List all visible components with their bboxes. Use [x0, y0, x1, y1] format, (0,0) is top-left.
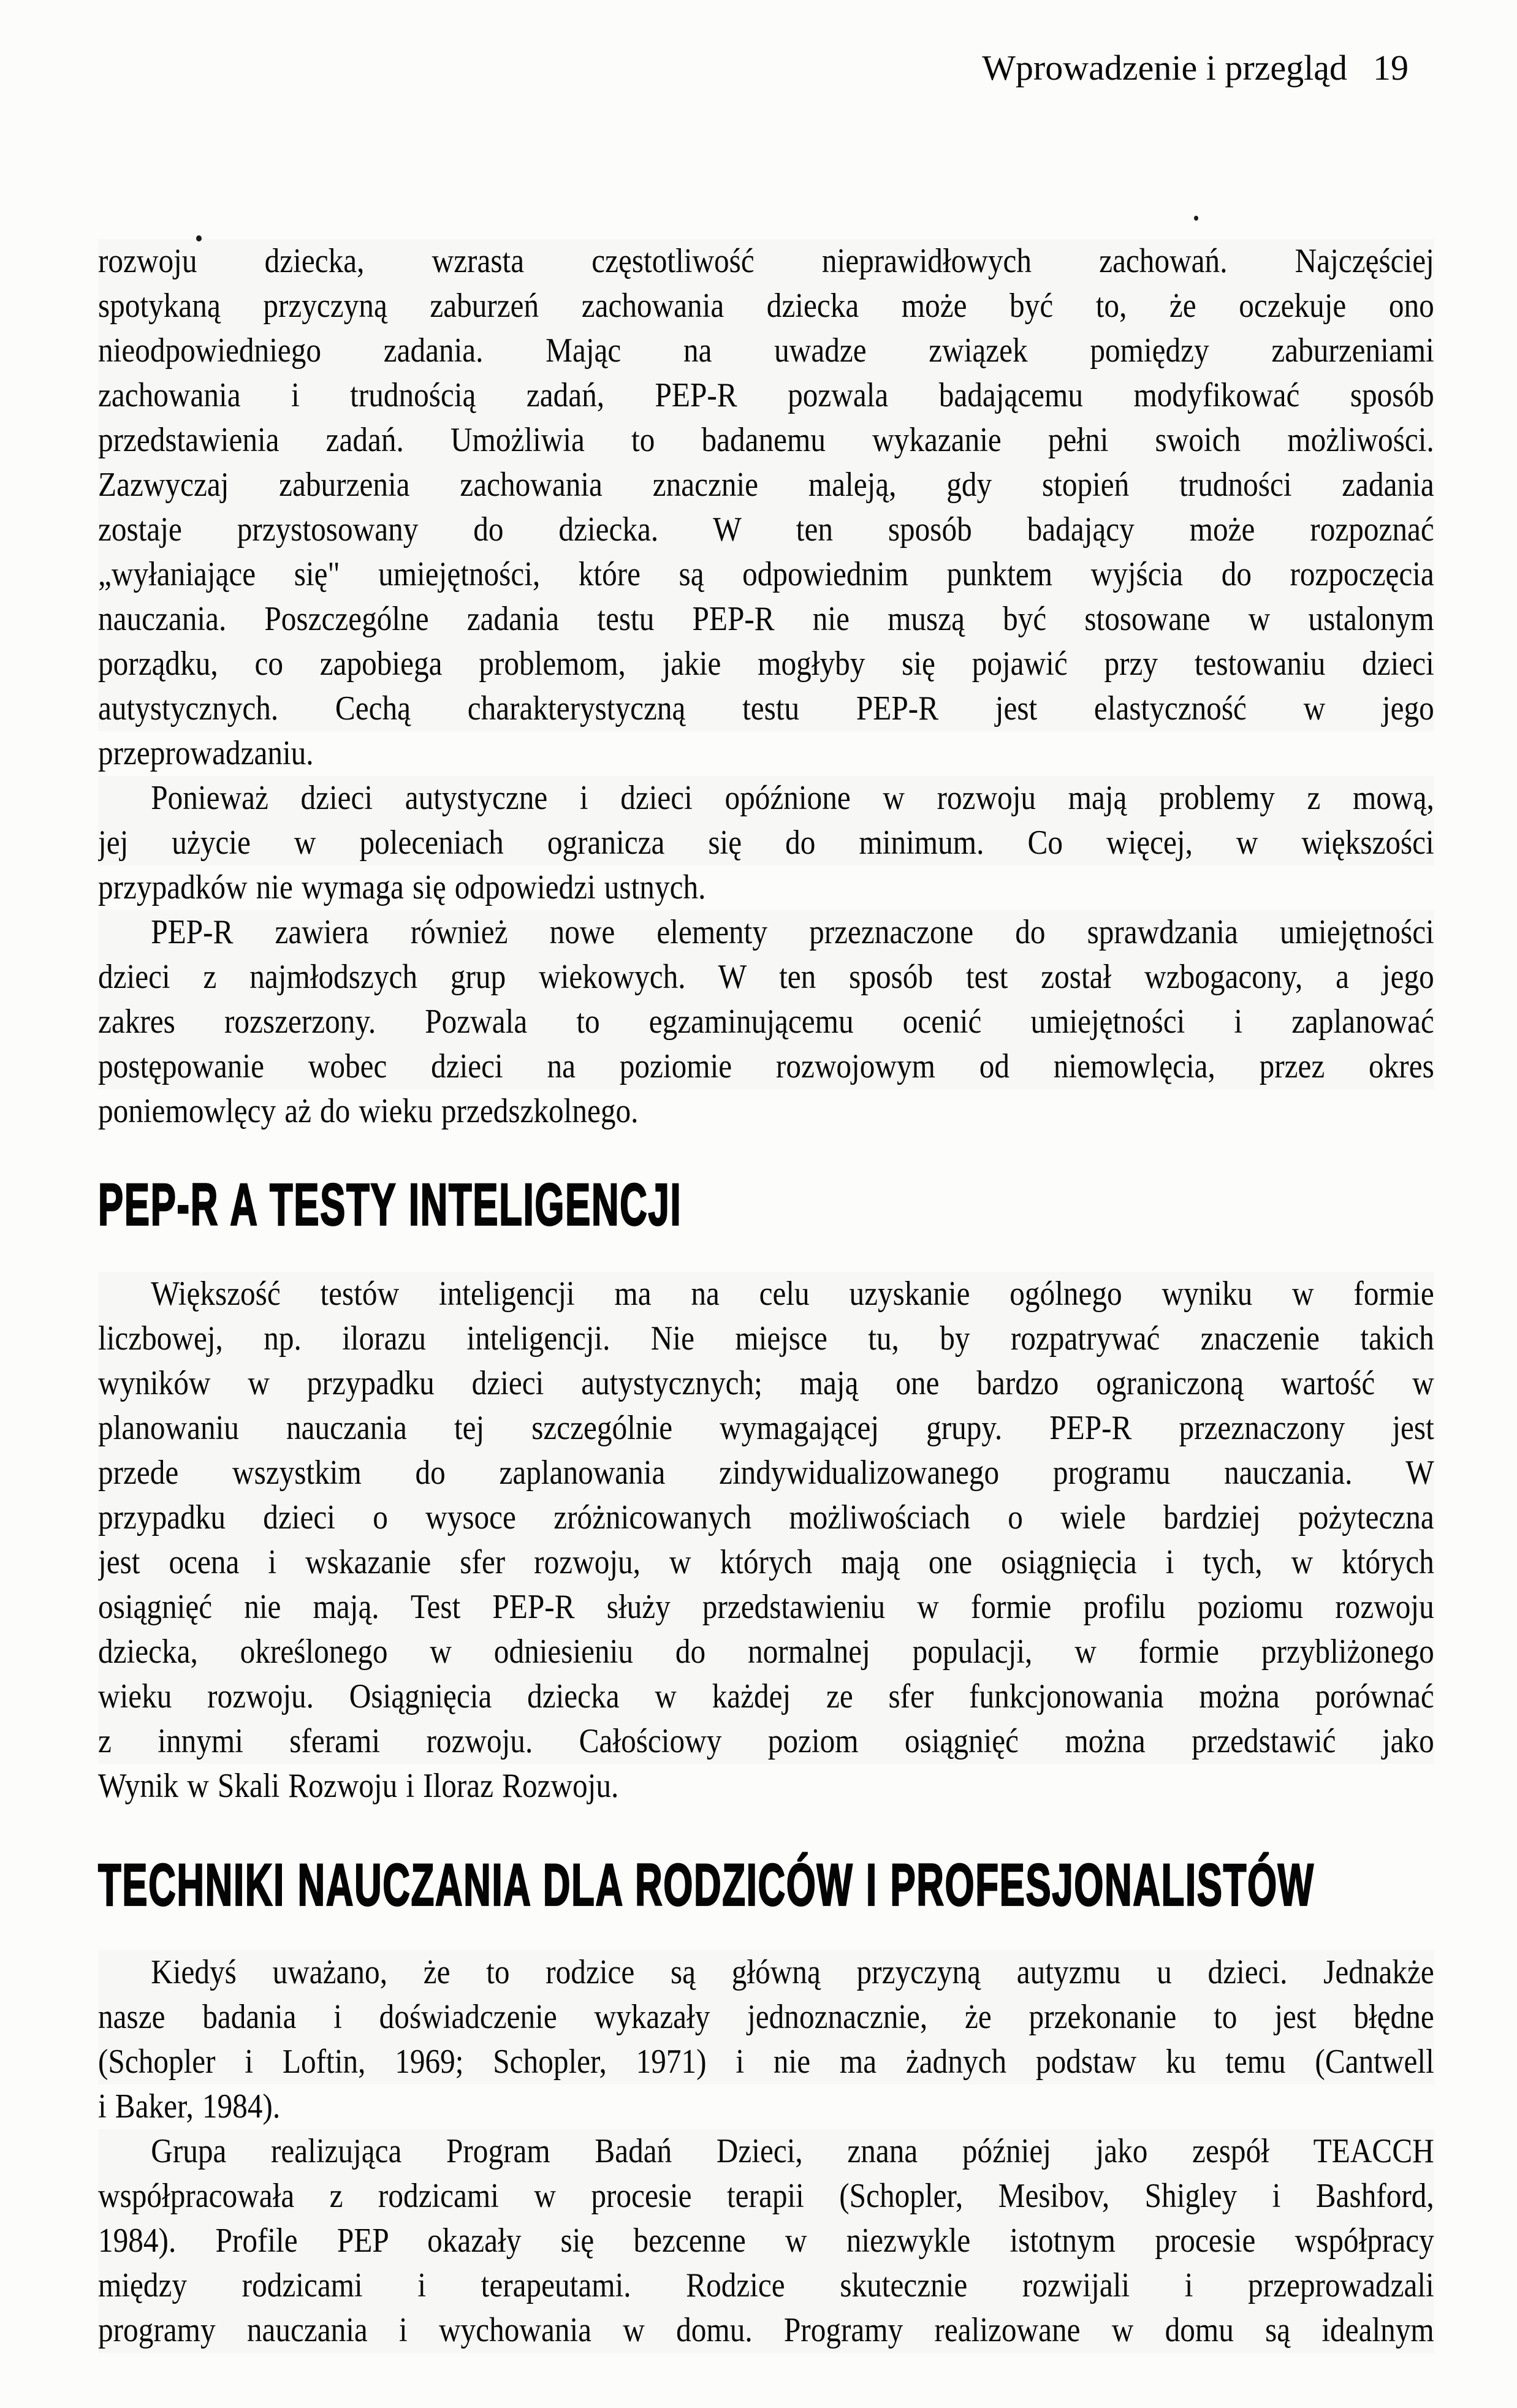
text-line: Wynik w Skali Rozwoju i Iloraz Rozwoju. [98, 1767, 619, 1805]
text-line: porządku, co zapobiega problemom, jakie mogłyby się pojawić przy testowaniu dzieci [98, 645, 1434, 683]
text-line: przeprowadzaniu. [98, 734, 314, 772]
text-line: Kiedyś uważano, że to rodzice są główną przyczyną autyzmu u dzieci. Jednakże [151, 1953, 1434, 1991]
text-line: nasze badania i doświadczenie wykazały jednoznacznie, że przekonanie to jest błędne [98, 1998, 1434, 2036]
text-line: programy nauczania i wychowania w domu. Programy realizowane w domu są idealnym [98, 2311, 1434, 2349]
text-line: zakres rozszerzony. Pozwala to egzaminującemu ocenić umiejętności i zaplanować [98, 1003, 1434, 1041]
page-body [98, 239, 1434, 2353]
text-line: nieodpowiedniego zadania. Mając na uwadze związek pomiędzy zaburzeniami [98, 332, 1434, 370]
paragraph [98, 239, 1434, 776]
text-line: nauczania. Poszczególne zadania testu PEP-R nie muszą być stosowane w ustalonym [98, 600, 1434, 638]
running-header-title: Wprowadzenie i przegląd [982, 48, 1347, 88]
text-line: (Schopler i Loftin, 1969; Schopler, 1971) i nie ma żadnych podstaw ku temu (Cantwell [98, 2043, 1434, 2081]
text-line: Większość testów inteligencji ma na celu uzyskanie ogólnego wyniku w formie [151, 1275, 1434, 1313]
text-line: dziecka, określonego w odniesieniu do normalnej populacji, w formie przybliżonego [98, 1633, 1434, 1671]
text-line: jest ocena i wskazanie sfer rozwoju, w których mają one osiągnięcia i tych, w których [98, 1543, 1434, 1581]
text-line: przypadku dzieci o wysoce zróżnicowanych możliwościach o wiele bardziej pożyteczna [98, 1498, 1434, 1536]
paragraph [98, 2129, 1434, 2353]
paragraph [98, 1950, 1434, 2129]
text-line: wyników w przypadku dzieci autystycznych; mają one bardzo ograniczoną wartość w [98, 1364, 1434, 1402]
text-line: liczbowej, np. ilorazu inteligencji. Nie miejsce tu, by rozpatrywać znaczenie takich [98, 1320, 1434, 1358]
text-line: i Baker, 1984). [98, 2087, 281, 2125]
text-line: z innymi sferami rozwoju. Całościowy poziom osiągnięć można przedstawić jako [98, 1722, 1434, 1760]
text-line: dzieci z najmłodszych grup wiekowych. W ten sposób test został wzbogacony, a jego [98, 958, 1434, 996]
text-line: poniemowlęcy aż do wieku przedszkolnego. [98, 1092, 639, 1130]
text-line: współpracowała z rodzicami w procesie terapii (Schopler, Mesibov, Shigley i Bashford, [98, 2177, 1434, 2215]
text-line: planowaniu nauczania tej szczególnie wymagającej grupy. PEP-R przeznaczony jest [98, 1409, 1434, 1447]
paragraph [98, 910, 1434, 1134]
paragraph [98, 1272, 1434, 1809]
text-line: osiągnięć nie mają. Test PEP-R służy przedstawieniu w formie profilu poziomu rozwoju [98, 1588, 1434, 1626]
text-line: Zazwyczaj zaburzenia zachowania znacznie maleją, gdy stopień trudności zadania [98, 466, 1434, 504]
text-line: autystycznych. Cechą charakterystyczną testu PEP-R jest elastyczność w jego [98, 689, 1434, 727]
section-heading [98, 1171, 1434, 1238]
text-line: wieku rozwoju. Osiągnięcia dziecka w każdej ze sfer funkcjonowania można porównać [98, 1677, 1434, 1715]
section-heading-text: PEP-R A TESTY INTELIGENCJI [98, 1171, 682, 1238]
page-number: 19 [1373, 48, 1409, 88]
text-line: 1984). Profile PEP okazały się bezcenne w niezwykle istotnym procesie współpracy [98, 2222, 1434, 2260]
section-heading-text: TECHNIKI NAUCZANIA DLA RODZICÓW I PROFESJONALISTÓW [98, 1852, 1315, 1918]
text-line: Ponieważ dzieci autystyczne i dzieci opóźnione w rozwoju mają problemy z mową, [151, 779, 1434, 817]
ink-speck [196, 235, 202, 241]
text-line: „wyłaniające się" umiejętności, które są odpowiednim punktem wyjścia do rozpoczęcia [98, 555, 1434, 593]
text-line: Grupa realizująca Program Badań Dzieci, znana później jako zespół TEACCH [151, 2132, 1434, 2170]
text-line: spotykaną przyczyną zaburzeń zachowania dziecka może być to, że oczekuje ono [98, 287, 1434, 325]
paragraph [98, 776, 1434, 910]
section-heading [98, 1852, 1434, 1918]
text-line: postępowanie wobec dzieci na poziomie rozwojowym od niemowlęcia, przez okres [98, 1047, 1434, 1085]
text-line: PEP-R zawiera również nowe elementy przeznaczone do sprawdzania umiejętności [151, 913, 1434, 951]
text-line: między rodzicami i terapeutami. Rodzice skutecznie rozwijali i przeprowadzali [98, 2266, 1434, 2304]
text-line: przede wszystkim do zaplanowania zindywidualizowanego programu nauczania. W [98, 1454, 1434, 1492]
ink-speck [1194, 216, 1198, 221]
text-line: przypadków nie wymaga się odpowiedzi ustnych. [98, 868, 706, 906]
running-header [982, 48, 1409, 88]
text-line: zachowania i trudnością zadań, PEP-R pozwala badającemu modyfikować sposób [98, 376, 1434, 414]
text-line: zostaje przystosowany do dziecka. W ten sposób badający może rozpoznać [98, 511, 1434, 549]
text-line: przedstawienia zadań. Umożliwia to badanemu wykazanie pełni swoich możliwości. [98, 421, 1434, 459]
text-line: jej użycie w poleceniach ogranicza się do minimum. Co więcej, w większości [98, 824, 1434, 862]
text-line: rozwoju dziecka, wzrasta częstotliwość nieprawidłowych zachowań. Najczęściej [98, 242, 1434, 280]
